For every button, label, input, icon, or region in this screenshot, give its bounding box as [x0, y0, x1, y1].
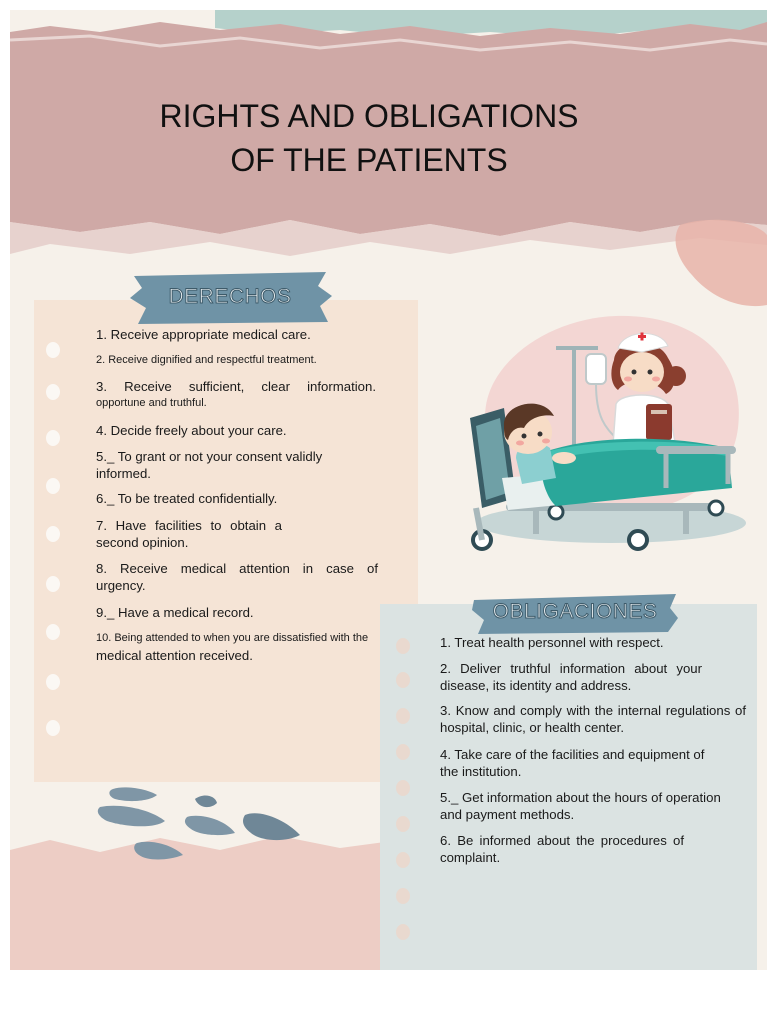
- binder-hole: [46, 720, 60, 736]
- rights-item: 9._ Have a medical record.: [96, 605, 254, 620]
- rights-item: 4. Decide freely about your care.: [96, 423, 287, 438]
- pink-watercolor-blob: [670, 215, 767, 310]
- binder-hole: [396, 708, 410, 724]
- binder-hole: [396, 816, 410, 832]
- obligations-item: 4. Take care of the facilities and equipment of: [440, 747, 705, 762]
- binder-hole: [46, 384, 60, 400]
- rights-item-continued: second opinion.: [96, 535, 189, 550]
- rights-item: 6._ To be treated confidentially.: [96, 491, 278, 506]
- obligations-item-continued: and payment methods.: [440, 807, 575, 822]
- obligations-note-paper: [380, 604, 757, 970]
- rights-item: 7. Have facilities to obtain a: [96, 518, 282, 533]
- rights-item-continued: medical attention received.: [96, 648, 253, 663]
- obligations-item-continued: the institution.: [440, 764, 522, 779]
- obligations-item: 2. Deliver truthful information about your: [440, 661, 702, 676]
- rights-item: 2. Receive dignified and respectful treatment.: [96, 354, 317, 366]
- rights-banner: [128, 272, 332, 324]
- rights-note-paper: [34, 300, 418, 782]
- binder-hole: [396, 672, 410, 688]
- obligations-item: 1. Treat health personnel with respect.: [440, 635, 664, 650]
- binder-hole: [46, 430, 60, 446]
- poster: [10, 10, 767, 970]
- binder-hole: [46, 342, 60, 358]
- rights-item: 3. Receive sufficient, clear information.: [96, 379, 376, 394]
- binder-hole: [396, 744, 410, 760]
- binder-hole: [396, 852, 410, 868]
- binder-hole: [46, 674, 60, 690]
- nurse-and-patient-in-hospital-bed-icon: [446, 308, 746, 568]
- watercolor-spots: [95, 785, 305, 865]
- binder-hole: [396, 780, 410, 796]
- binder-hole: [396, 888, 410, 904]
- binder-hole: [46, 526, 60, 542]
- binder-hole: [396, 924, 410, 940]
- obligations-item-continued: disease, its identity and address.: [440, 678, 632, 693]
- binder-hole: [46, 576, 60, 592]
- title-line-2: OF THE PATIENTS: [230, 142, 508, 178]
- rights-item: 8. Receive medical attention in case of: [96, 561, 378, 576]
- obligations-item: 3. Know and comply with the internal regulations of: [440, 703, 746, 718]
- rights-heading: DERECHOS: [168, 285, 292, 308]
- rights-item: 10. Being attended to when you are dissatisfied with the: [96, 632, 369, 644]
- binder-hole: [46, 478, 60, 494]
- binder-hole: [396, 638, 410, 654]
- rights-item: 5._ To grant or not your consent validly: [96, 449, 323, 464]
- obligations-heading: OBLIGACIONES: [492, 600, 658, 623]
- title-line-1: RIGHTS AND OBLIGATIONS: [159, 98, 579, 134]
- rights-item-continued: informed.: [96, 466, 151, 481]
- obligations-item-continued: complaint.: [440, 850, 501, 865]
- obligations-item-continued: hospital, clinic, or health center.: [440, 720, 624, 735]
- rights-item: 1. Receive appropriate medical care.: [96, 327, 311, 342]
- binder-hole: [46, 624, 60, 640]
- obligations-banner: [470, 592, 680, 634]
- page-title: [10, 94, 728, 182]
- obligations-item: 6. Be informed about the procedures of: [440, 833, 684, 848]
- obligations-item: 5._ Get information about the hours of operation: [440, 790, 721, 805]
- rights-item-continued: urgency.: [96, 578, 146, 593]
- rights-item-continued: opportune and truthful.: [96, 397, 207, 409]
